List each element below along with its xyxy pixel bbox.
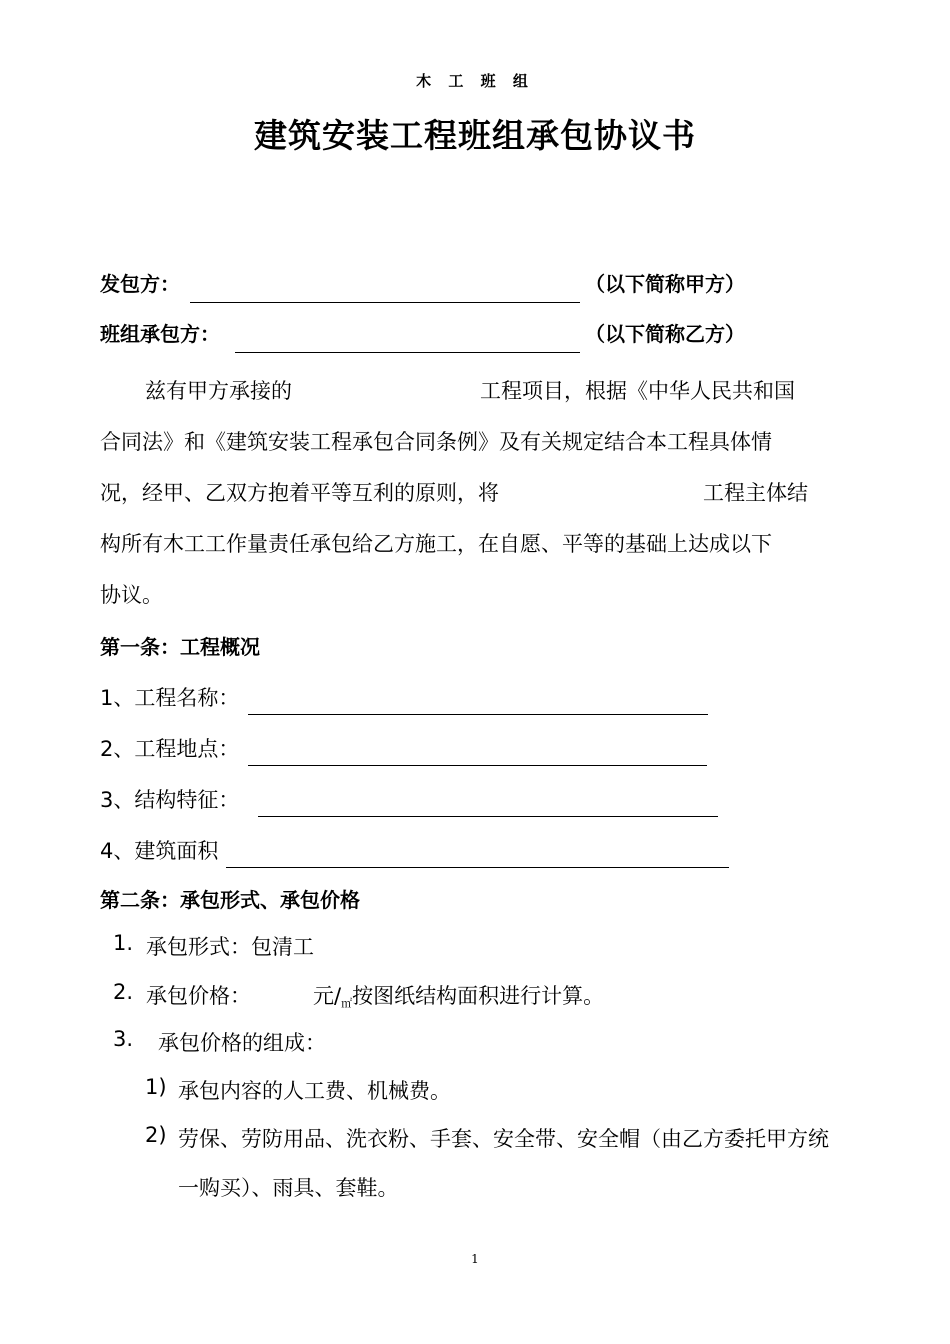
item-2-number: 2. (113, 980, 134, 1004)
building-area-blank-line (226, 867, 729, 868)
square-meter-symbol: ㎡ (341, 997, 353, 1010)
party-a-label: 发包方： (100, 272, 180, 296)
party-b-blank-line (235, 352, 580, 353)
subitem-2-text-line-1: 劳保、劳防用品、洗衣粉、手套、安全带、安全帽（由乙方委托甲方统 (178, 1127, 829, 1151)
page-number: 1 (471, 1252, 479, 1266)
project-name-blank-line (248, 714, 708, 715)
structure-feature-label: 3、结构特征： (100, 788, 240, 812)
party-b-note: （以下简称乙方） (585, 322, 745, 346)
article-1-heading: 第一条：工程概况 (100, 635, 260, 659)
subitem-1-text: 承包内容的人工费、机械费。 (178, 1079, 451, 1103)
intro-line-1b: 工程项目，根据《中华人民共和国 (480, 379, 795, 403)
item-2-label: 承包价格： (146, 984, 251, 1008)
intro-line-4: 构所有木工工作量责任承包给乙方施工，在自愿、平等的基础上达成以下 (100, 532, 772, 556)
item-1-text: 承包形式：包清工 (146, 935, 314, 959)
subitem-1-number: 1) (145, 1075, 167, 1099)
intro-line-3b: 工程主体结 (703, 481, 808, 505)
party-a-note: （以下简称甲方） (585, 272, 745, 296)
item-2-price-text (313, 980, 604, 1011)
article-2-heading: 第二条：承包形式、承包价格 (100, 888, 360, 912)
subitem-2-number: 2) (145, 1123, 167, 1147)
project-location-label: 2、工程地点： (100, 737, 240, 761)
subitem-2-text-line-2: 一购买）、雨具、套鞋。 (178, 1176, 399, 1200)
item-1-number: 1. (113, 931, 134, 955)
project-name-label: 1、工程名称： (100, 686, 240, 710)
item-3-number: 3. (113, 1027, 134, 1051)
intro-line-3a: 况，经甲、乙双方抱着平等互利的原则，将 (100, 481, 499, 505)
structure-feature-blank-line (258, 816, 718, 817)
price-basis: 按图纸结构面积进行计算。 (352, 984, 605, 1008)
project-location-blank-line (248, 765, 707, 766)
document-subtitle: 木 工 班 组 (416, 72, 534, 90)
party-b-label: 班组承包方： (100, 322, 220, 346)
item-3-text: 承包价格的组成： (158, 1031, 326, 1055)
intro-line-2: 合同法》和《建筑安装工程承包合同条例》及有关规定结合本工程具体情 (100, 430, 772, 454)
intro-line-1a: 兹有甲方承接的 (145, 379, 292, 403)
party-a-blank-line (190, 302, 580, 303)
document-title: 建筑安装工程班组承包协议书 (254, 116, 696, 155)
building-area-label: 4、建筑面积 (100, 839, 219, 863)
intro-line-5: 协议。 (100, 583, 163, 607)
price-unit: 元/ (313, 984, 342, 1008)
